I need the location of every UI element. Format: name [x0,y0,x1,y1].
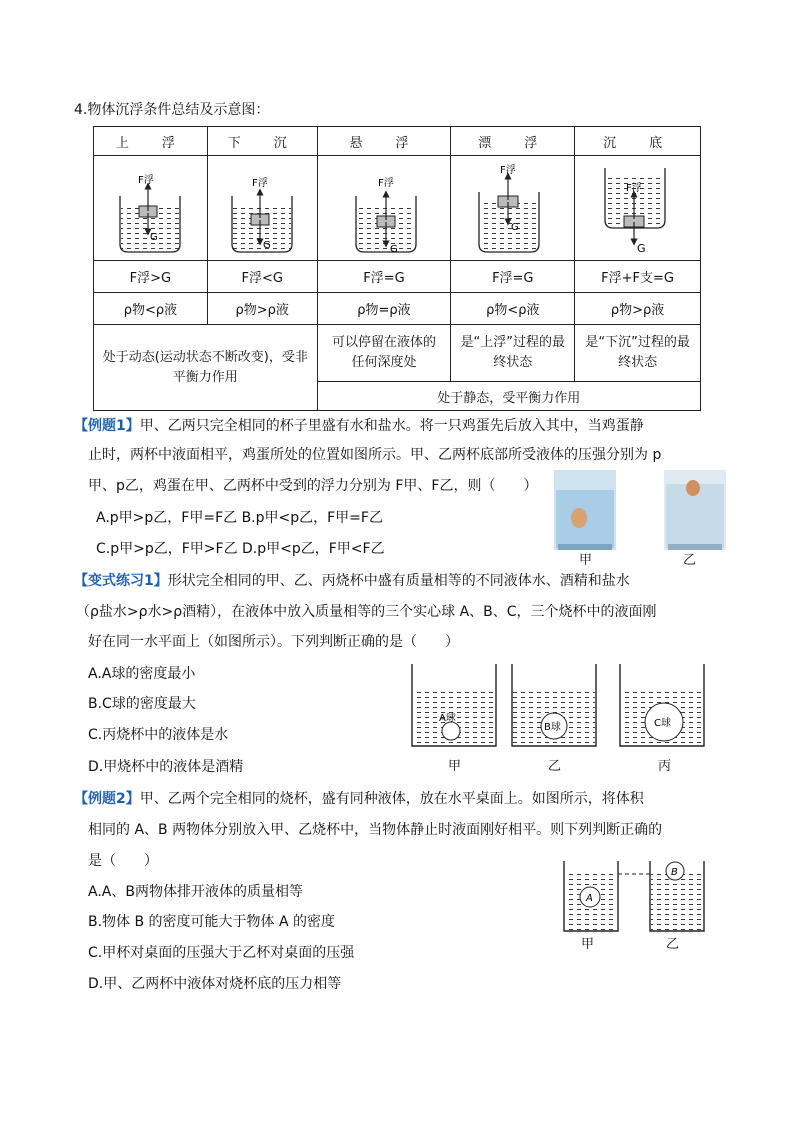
example1-options-ab: A.p甲>p乙，F甲=F乙 B.p甲<p乙，F甲=F乙 [96,510,383,526]
example1-line2: 止时，两杯中液面相平，鸡蛋所处的位置如图所示。甲、乙两杯底部所受液体的压强分别为 p [88,447,662,463]
example2-option-b: B.物体 B 的密度可能大于物体 A 的密度 [88,914,336,930]
ball-a-label: A球 [439,713,456,724]
variant1-tag: 【变式练习1】 [74,573,168,589]
force-rise: F浮>G [94,261,208,293]
diagram-bottom [575,156,701,261]
buoyancy-label: F浮 [626,183,642,194]
example1-figure [548,466,738,566]
example1-tag: 【例题1】 [74,418,140,434]
object-b-label: B [671,867,678,878]
density-rise: ρ物<ρ液 [94,293,208,325]
force-sink: F浮<G [207,261,317,293]
desc-suspend: 可以停留在液体的任何深度处 [317,325,451,382]
density-bottom: ρ物>ρ液 [575,293,701,325]
example2-line1: 【例题2】甲、乙两个完全相同的烧杯，盛有同种液体，放在水平桌面上。如图所示，将体积 [74,791,644,807]
gravity-label: G [389,244,398,255]
example1-fig-label-yi: 乙 [683,553,697,568]
density-suspend: ρ物=ρ液 [317,293,451,325]
gravity-label: G [511,222,520,233]
example2-fig-label-yi: 乙 [666,937,680,952]
force-suspend: F浮=G [317,261,451,293]
buoyancy-label: F浮 [251,178,268,189]
variant1-fig-label-jia: 甲 [448,759,462,774]
desc-static: 处于静态，受平衡力作用 [317,382,700,411]
variant1-line2: （ρ盐水>ρ水>ρ酒精），在液体中放入质量相等的三个实心球 A、B、C，三个烧杯中的液面刚 [76,604,657,620]
example2-fig-label-jia: 甲 [581,937,595,952]
diagram-suspend [317,156,451,261]
gravity-label: G [262,240,271,251]
header-float: 漂 浮 [451,127,575,156]
buoyancy-label: F浮 [377,178,394,189]
header-rise: 上 浮 [94,127,208,156]
example2-line2: 相同的 A、B 两物体分别放入甲、乙烧杯中，当物体静止时液面刚好相平。则下列判断正确的 [88,822,663,838]
header-sink: 下 沉 [207,127,317,156]
density-sink: ρ物>ρ液 [207,293,317,325]
diagram-sink [207,156,317,261]
force-bottom: F浮+F支=G [575,261,701,293]
force-float: F浮=G [451,261,575,293]
gravity-label: G [637,242,646,255]
section-title: 4.物体沉浮条件总结及示意图： [74,102,270,118]
header-bottom: 沉 底 [575,127,701,156]
example2-option-c: C.甲杯对桌面的压强大于乙杯对桌面的压强 [88,945,355,961]
header-suspend: 悬 浮 [317,127,451,156]
variant1-option-c: C.丙烧杯中的液体是水 [88,727,229,743]
ball-b-label: B球 [544,722,561,733]
example2-figure [560,857,710,935]
variant1-line1: 【变式练习1】形状完全相同的甲、乙、丙烧杯中盛有质量相等的不同液体水、酒精和盐水 [74,573,630,589]
object-a-label: A [586,893,593,904]
example1-options-cd: C.p甲>p乙，F甲>F乙 D.p甲<p乙，F甲<F乙 [96,541,385,557]
example2-option-d: D.甲、乙两杯中液体对烧杯底的压力相等 [88,976,342,992]
example2-tag: 【例题2】 [74,791,140,807]
variant1-option-a: A.A球的密度最小 [88,666,196,682]
desc-dynamic: 处于动态(运动状态不断改变)，受非平衡力作用 [94,325,318,411]
variant1-option-b: B.C球的密度最大 [88,696,196,712]
gravity-label: G [150,232,158,243]
example1-fig-label-jia: 甲 [579,553,593,568]
diagram-float [451,156,575,261]
variant1-line3: 好在同一水平面上（如图所示）。下列判断正确的是（ ） [88,634,459,650]
example2-line3: 是（ ） [88,853,158,869]
density-float: ρ物<ρ液 [451,293,575,325]
desc-sink: 是“下沉”过程的最终状态 [575,325,701,382]
variant1-fig-label-bing: 丙 [658,759,672,774]
example1-line3: 甲、p乙，鸡蛋在甲、乙两杯中受到的浮力分别为 F甲、F乙，则（ ） [88,478,538,494]
buoyancy-label: F浮 [500,165,517,176]
diagram-rise [94,156,208,261]
variant1-figure [408,660,708,750]
sink-float-table [93,126,701,411]
variant1-option-d: D.甲烧杯中的液体是酒精 [88,759,244,775]
example2-option-a: A.A、B两物体排开液体的质量相等 [88,884,303,900]
example1-line1: 【例题1】甲、乙两只完全相同的杯子里盛有水和盐水。将一只鸡蛋先后放入其中，当鸡蛋静 [74,418,644,434]
variant1-fig-label-yi: 乙 [548,759,562,774]
buoyancy-label: F浮 [138,175,154,186]
ball-c-label: C球 [654,718,671,729]
desc-float: 是“上浮”过程的最终状态 [451,325,575,382]
